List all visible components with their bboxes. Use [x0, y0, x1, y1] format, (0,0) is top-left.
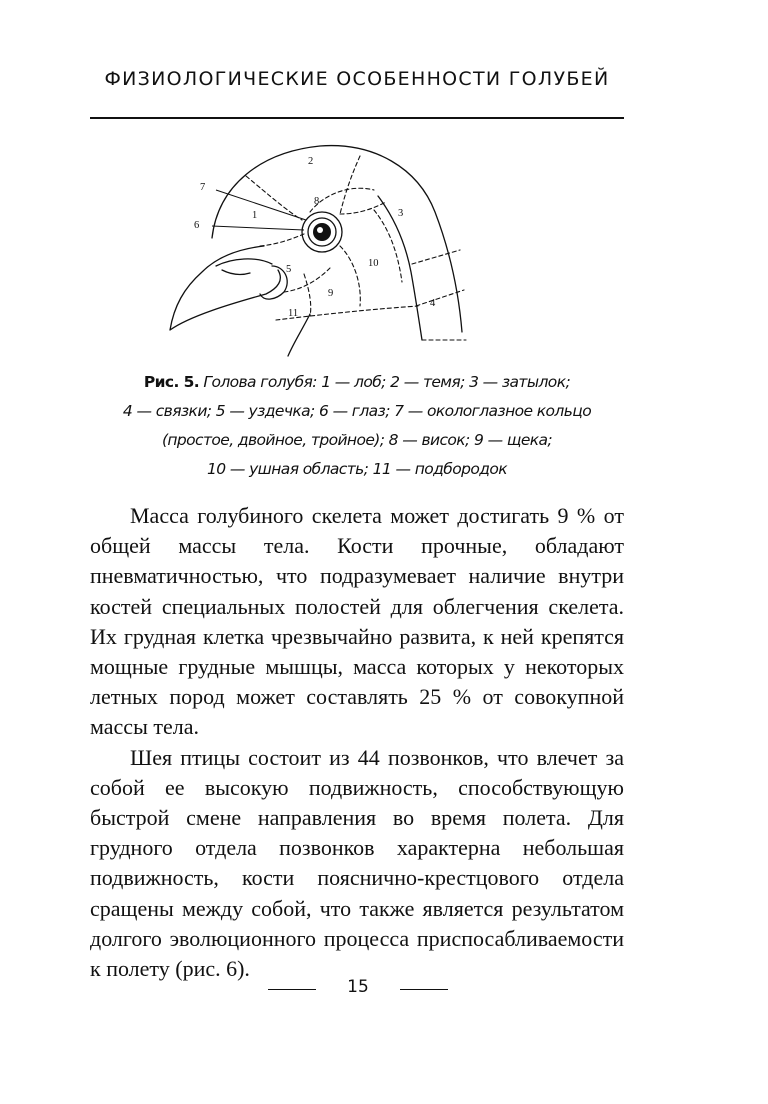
region-number-11: 11 — [288, 308, 299, 319]
beak-outline — [170, 246, 280, 330]
caption-line-1-text: Голова голубя: 1 — лоб; 2 — темя; 3 — затылок; — [203, 373, 571, 391]
region-number-3: 3 — [398, 208, 404, 219]
leader-line-6 — [212, 226, 304, 230]
header-rule — [90, 117, 624, 119]
caption-figure-label: Рис. 5. — [143, 373, 200, 391]
boundary-neck-band-2 — [416, 290, 464, 306]
page-footer — [268, 977, 448, 1001]
pigeon-head-drawing — [160, 134, 480, 366]
figure-caption — [90, 368, 624, 484]
boundary-crown-back — [340, 156, 360, 214]
region-number-4: 4 — [430, 298, 436, 309]
caption-line-4: 10 — ушная область; 11 — подбородок — [207, 460, 507, 478]
boundary-ear-front — [340, 246, 360, 306]
nostril — [222, 270, 250, 274]
boundary-neck-band-1 — [412, 250, 460, 264]
region-number-9: 9 — [328, 288, 334, 299]
throat-outline — [288, 314, 310, 356]
region-number-6: 6 — [194, 220, 200, 231]
caption-line-3: (простое, двойное, тройное); 8 — висок; 9 — щека; — [161, 431, 553, 449]
leader-line-7 — [216, 190, 306, 220]
region-number-5: 5 — [286, 264, 292, 275]
page-number: 15 — [347, 977, 369, 997]
boundary-eye-top — [310, 188, 374, 212]
boundary-chin — [304, 274, 311, 316]
region-number-1: 1 — [252, 210, 258, 221]
region-number-10: 10 — [368, 258, 379, 269]
boundary-ear-top — [374, 210, 402, 282]
pigeon-head-figure — [160, 134, 480, 366]
eye-highlight — [317, 227, 323, 233]
caption-line-2: 4 — связки; 5 — уздечка; 6 — глаз; 7 — окологлазное кольцо — [122, 402, 592, 420]
paragraph-skeleton-mass: Масса голубиного скелета может достигать 9 % от общей массы тела. Кости прочные, обладают пневматичностью, что подразумевает наличие внутри костей специальных полостей для облегчения скелета. Их грудная клетка чрезвычайно развита, к ней крепятся мощные грудные мышцы, масса которых у некоторых летных пород может составлять 25 % от совокупной массы тела. — [90, 503, 624, 740]
region-number-7: 7 — [200, 182, 206, 193]
paragraph-neck-vertebrae: Шея птицы состоит из 44 позвонков, что влечет за собой ее высокую подвижность, способствующую быстрой смене направления во время полета. Для грудного отдела позвонков характерна небольшая подвижность, кости пояснично-крестцового отдела сращены между собой, что также является результатом долгого эволюционного процесса приспосабливаемости к полету (рис. 6). — [90, 744, 624, 982]
body-text — [90, 501, 624, 984]
region-number-8: 8 — [314, 196, 320, 207]
running-head: ФИЗИОЛОГИЧЕСКИЕ ОСОБЕННОСТИ ГОЛУБЕЙ — [104, 68, 610, 90]
region-number-2: 2 — [308, 156, 314, 167]
caption-line-1 — [90, 368, 624, 397]
boundary-lore — [260, 234, 304, 246]
folio-dash-right — [400, 989, 448, 990]
cere-outline — [216, 259, 272, 266]
head-outline — [212, 146, 462, 332]
boundary-nape — [340, 202, 386, 214]
